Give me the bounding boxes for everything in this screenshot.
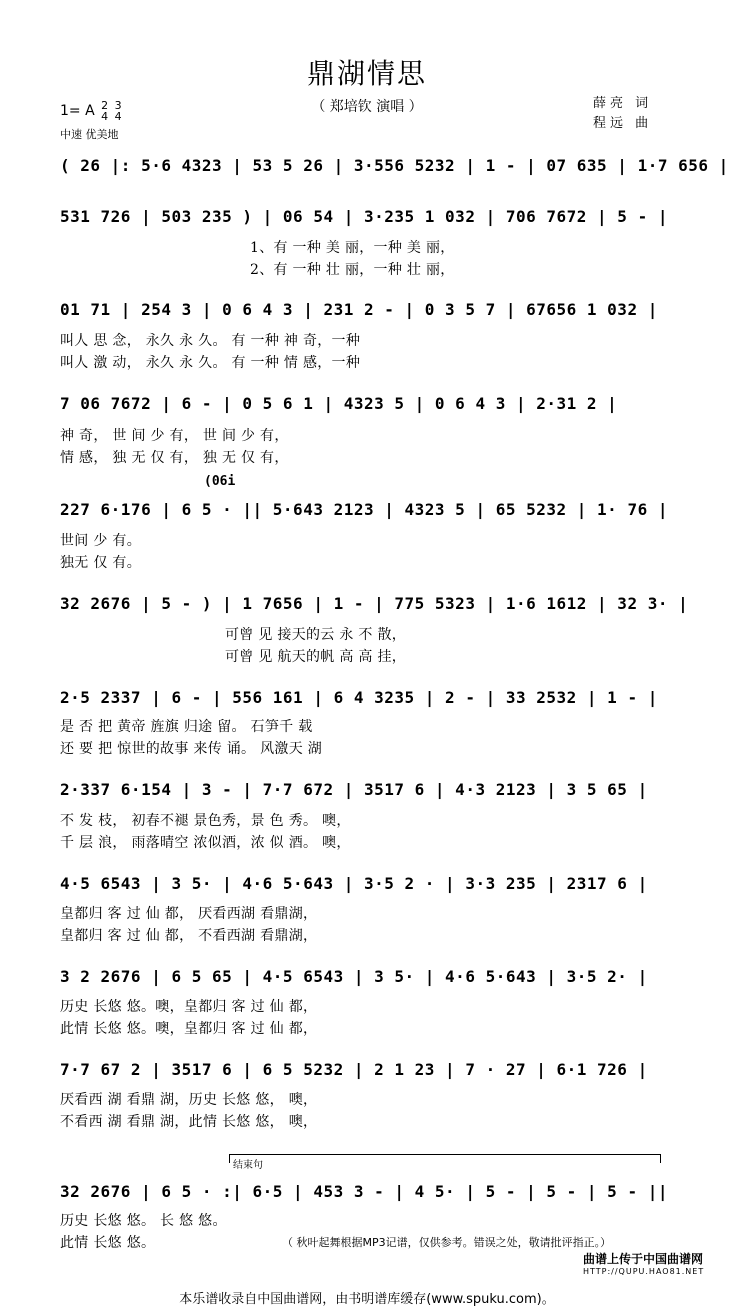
footer-credit: 本乐谱收录自中国曲谱网，由书明谱库缓存(www.spuku.com)。 — [179, 1292, 555, 1307]
tempo-marking: 中速 优美地 — [60, 128, 119, 141]
staff-line-8: 2·337 6·154 | 3 - | 7·7 672 | 3517 6 | 4·3 2123 | 3 5 65 | — [60, 780, 648, 799]
staff-line-4: 7 06 7672 | 6 - | 0 5 6 1 | 4323 5 | 0 6 4 3 | 2·31 2 | — [60, 394, 618, 413]
lyric-line-5a: 世间 少 有。 — [60, 533, 141, 549]
lyric-line-8a: 不 发 枝， 初春不褪 景色秀，景 色 秀。 噢， — [60, 813, 351, 829]
lyric-line-9a: 皇都归 客 过 仙 都， 厌看西湖 看鼎湖， — [60, 906, 318, 922]
time-sig-1-top: 2 — [101, 99, 109, 112]
time-sig-2-bottom: 4 — [114, 110, 122, 123]
transcriber-note: （ 秋叶起舞根据MP3记谱，仅供参考。错误之处，敬请批评指正。） — [282, 1236, 612, 1249]
staff-line-5: 227 6·176 | 6 5 · || 5·643 2123 | 4323 5 | 65 5232 | 1· 76 | — [60, 500, 668, 519]
lyric-line-9b: 皇都归 客 过 仙 都， 不看西湖 看鼎湖， — [60, 928, 318, 944]
song-title: 鼎湖情思 — [306, 57, 427, 90]
lyricist-credit: 薛亮 词 — [593, 96, 653, 111]
lyric-line-4b: 情 感， 独 无 仅 有， 独 无 仅 有， — [60, 450, 289, 466]
lyric-line-6b: 可曾 见 航天的帆 高 高 挂， — [225, 649, 407, 665]
lyric-line-3b: 叫人 激 动， 永久 永 久。 有 一种 情 感，一种 — [60, 355, 361, 371]
lyric-line-2b: 2、有 一种 壮 丽，一种 壮 丽， — [250, 262, 455, 278]
ending-label: 结束句 — [233, 1160, 263, 1171]
staff-line-3: 01 71 | 254 3 | 0 6 4 3 | 231 2 - | 0 3 5 7 | 67656 1 032 | — [60, 300, 658, 319]
pickup-note: (06i — [204, 474, 236, 489]
time-signature-2 — [115, 100, 122, 122]
performer-subtitle: （ 郑培钦 演唱 ） — [311, 99, 423, 115]
lyric-line-12a: 历史 长悠 悠。 长 悠 悠。 — [60, 1213, 227, 1229]
staff-line-2: 531 726 | 503 235 ) | 06 54 | 3·235 1 032 | 706 7672 | 5 - | — [60, 207, 668, 226]
lyric-line-7a: 是 否 把 黄帝 旌旗 归途 留。 石笋千 载 — [60, 719, 313, 735]
key-label: 1= A — [60, 103, 95, 119]
time-sig-1-bottom: 4 — [101, 110, 109, 123]
lyric-line-10b: 此情 长悠 悠。噢，皇都归 客 过 仙 都， — [60, 1021, 318, 1037]
lyric-line-3a: 叫人 思 念， 永久 永 久。 有 一种 神 奇，一种 — [60, 333, 361, 349]
lyric-line-8b: 千 层 浪， 雨落晴空 浓似酒，浓 似 酒。 噢， — [60, 835, 351, 851]
watermark — [583, 1250, 704, 1276]
ending-bracket — [229, 1154, 661, 1163]
lyric-line-5b: 独无 仅 有。 — [60, 555, 141, 571]
watermark-line-1: 曲谱上传于中国曲谱网 — [583, 1252, 704, 1266]
staff-line-12: 32 2676 | 6 5 · :| 6·5 | 453 3 - | 4 5· | 5 - | 5 - | 5 - || — [60, 1182, 668, 1201]
lyric-line-7b: 还 要 把 惊世的故事 来传 诵。 风激天 湖 — [60, 741, 323, 757]
composer-credit: 程远 曲 — [593, 116, 653, 131]
staff-line-7: 2·5 2337 | 6 - | 556 161 | 6 4 3235 | 2 - | 33 2532 | 1 - | — [60, 688, 658, 707]
time-sig-2-top: 3 — [114, 99, 122, 112]
lyric-line-12b: 此情 长悠 悠。 — [60, 1235, 156, 1251]
staff-line-6: 32 2676 | 5 - ) | 1 7656 | 1 - | 775 5323 | 1·6 1612 | 32 3· | — [60, 594, 689, 613]
lyric-line-2a: 1、有 一种 美 丽，一种 美 丽， — [250, 240, 455, 256]
lyric-line-6a: 可曾 见 接天的云 永 不 散， — [225, 627, 407, 643]
watermark-line-2: HTTP://QUPU.HAO81.NET — [583, 1267, 705, 1276]
lyric-line-11b: 不看西 湖 看鼎 湖，此情 长悠 悠， 噢， — [60, 1114, 318, 1130]
staff-line-1: ( 26 |: 5·6 4323 | 53 5 26 | 3·556 5232 | 1 - | 07 635 | 1·7 656 | — [60, 156, 729, 175]
key-signature — [60, 100, 122, 122]
time-signature-1 — [101, 100, 108, 122]
lyric-line-10a: 历史 长悠 悠。噢，皇都归 客 过 仙 都， — [60, 999, 318, 1015]
staff-line-11: 7·7 67 2 | 3517 6 | 6 5 5232 | 2 1 23 | 7 · 27 | 6·1 726 | — [60, 1060, 648, 1079]
staff-line-9: 4·5 6543 | 3 5· | 4·6 5·643 | 3·5 2 · | 3·3 235 | 2317 6 | — [60, 874, 648, 893]
staff-line-10: 3 2 2676 | 6 5 65 | 4·5 6543 | 3 5· | 4·6 5·643 | 3·5 2· | — [60, 967, 648, 986]
lyric-line-11a: 厌看西 湖 看鼎 湖，历史 长悠 悠， 噢， — [60, 1092, 318, 1108]
lyric-line-4a: 神 奇， 世 间 少 有， 世 间 少 有， — [60, 428, 289, 444]
